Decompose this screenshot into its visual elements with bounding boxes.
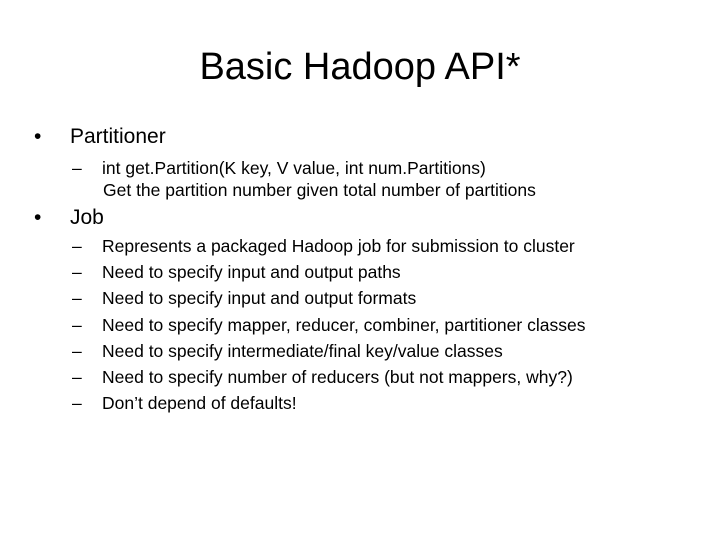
sub-item-continuation: Get the partition number given total number of partitions — [103, 180, 536, 200]
dash-marker: – — [72, 262, 82, 282]
sub-item-text: Represents a packaged Hadoop job for submission to cluster — [102, 236, 575, 256]
sub-item — [72, 157, 486, 179]
dash-marker: – — [72, 341, 82, 361]
dash-marker: – — [72, 236, 82, 256]
sub-item-text: Don’t depend of defaults! — [102, 393, 297, 413]
dash-marker: – — [72, 315, 82, 335]
bullet-job — [34, 205, 104, 231]
bullet-label: Job — [70, 206, 104, 229]
sub-item — [72, 392, 297, 414]
sub-item — [72, 340, 503, 362]
sub-item-text: Need to specify input and output paths — [102, 262, 401, 282]
dash-marker: – — [72, 367, 82, 387]
sub-item — [72, 261, 401, 283]
sub-item-text: Need to specify input and output formats — [102, 288, 417, 308]
dash-marker: – — [72, 393, 82, 413]
sub-item — [72, 314, 585, 336]
sub-item — [72, 287, 416, 309]
sub-item — [72, 366, 573, 388]
bullet-partitioner — [34, 124, 166, 150]
dash-marker: – — [72, 158, 82, 178]
bullet-marker: • — [34, 125, 42, 148]
dash-marker: – — [72, 288, 82, 308]
bullet-label: Partitioner — [70, 125, 166, 148]
slide-title: Basic Hadoop API* — [199, 46, 521, 88]
sub-item — [72, 235, 575, 257]
sub-item-text: Need to specify intermediate/final key/value classes — [102, 341, 503, 361]
bullet-marker: • — [34, 206, 42, 229]
sub-item-text: int get.Partition(K key, V value, int num.Partitions) — [102, 158, 486, 178]
sub-item-text: Need to specify mapper, reducer, combiner, partitioner classes — [102, 315, 586, 335]
sub-item-text: Need to specify number of reducers (but not mappers, why?) — [102, 367, 573, 387]
